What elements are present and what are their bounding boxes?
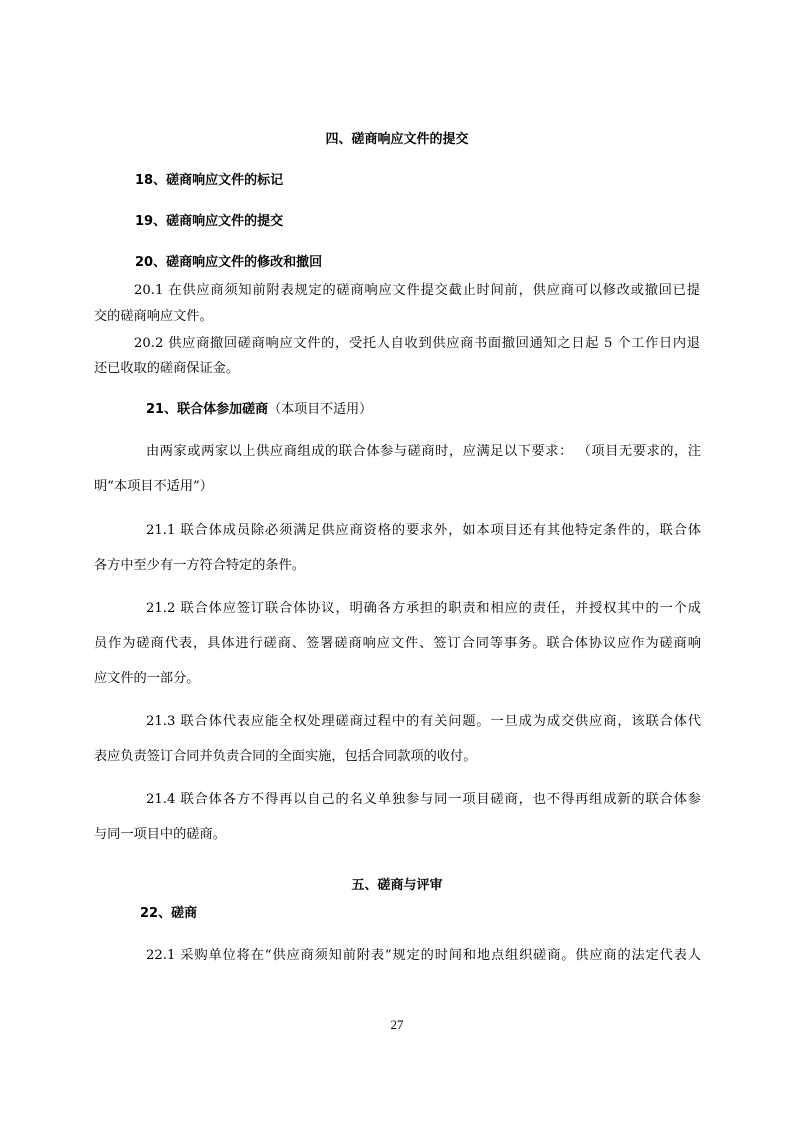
para-21-intro-line-2: 明“本项目不适用”） bbox=[94, 479, 213, 494]
para-21-2-line-2: 员作为磋商代表，具体进行磋商、签署磋商响应文件、签订合同等事务。联合体协议应作为磋商响 bbox=[94, 636, 701, 651]
heading-21-note: （本项目不适用） bbox=[268, 402, 373, 417]
para-21-2-line-1: 21.2 联合体应签订联合体协议，明确各方承担的职责和相应的责任，并授权其中的一个成 bbox=[146, 601, 701, 616]
para-20-1-line-2: 交的磋商响应文件。 bbox=[94, 309, 213, 324]
para-20-2-line-1: 20.2 供应商撤回磋商响应文件的，受托人自收到供应商书面撤回通知之日起 5 个工作日内退 bbox=[134, 336, 700, 351]
section-4-title: 四、磋商响应文件的提交 bbox=[325, 132, 469, 147]
para-21-intro-line-1: 由两家或两家以上供应商组成的联合体参与磋商时，应满足以下要求： （项目无要求的，注 bbox=[146, 444, 701, 459]
para-21-4-line-1: 21.4 联合体各方不得再以自己的名义单独参与同一项目磋商，也不得再组成新的联合体参 bbox=[146, 792, 701, 807]
para-20-1-line-1: 20.1 在供应商须知前附表规定的磋商响应文件提交截止时间前，供应商可以修改或撤回已提 bbox=[134, 283, 700, 298]
section-5-title: 五、磋商与评审 bbox=[351, 878, 443, 893]
para-21-4-line-2: 与同一项目中的磋商。 bbox=[94, 827, 226, 842]
para-21-1-line-1: 21.1 联合体成员除必须满足供应商资格的要求外，如本项目还有其他特定条件的，联合体 bbox=[146, 523, 701, 538]
para-21-1-line-2: 各方中至少有一方符合特定的条件。 bbox=[94, 558, 305, 573]
para-21-3-line-1: 21.3 联合体代表应能全权处理磋商过程中的有关问题。一旦成为成交供应商，该联合体代 bbox=[146, 714, 701, 729]
heading-19: 19、磋商响应文件的提交 bbox=[135, 214, 284, 229]
page-number: 27 bbox=[390, 1017, 404, 1032]
para-21-2-line-3: 应文件的一部分。 bbox=[94, 671, 200, 686]
heading-22: 22、磋商 bbox=[140, 906, 198, 921]
heading-21-title: 21、联合体参加磋商 bbox=[146, 402, 269, 417]
heading-20: 20、磋商响应文件的修改和撤回 bbox=[135, 255, 323, 270]
para-21-3-line-2: 表应负责签订合同并负责合同的全面实施，包括合同款项的收付。 bbox=[94, 749, 477, 764]
para-22-1-line-1: 22.1 采购单位将在“供应商须知前附表”规定的时间和地点组织磋商。供应商的法定代表人 bbox=[146, 948, 701, 963]
heading-18: 18、磋商响应文件的标记 bbox=[135, 173, 284, 188]
heading-21 bbox=[146, 401, 372, 419]
para-20-2-line-2: 还已收取的磋商保证金。 bbox=[94, 361, 240, 376]
